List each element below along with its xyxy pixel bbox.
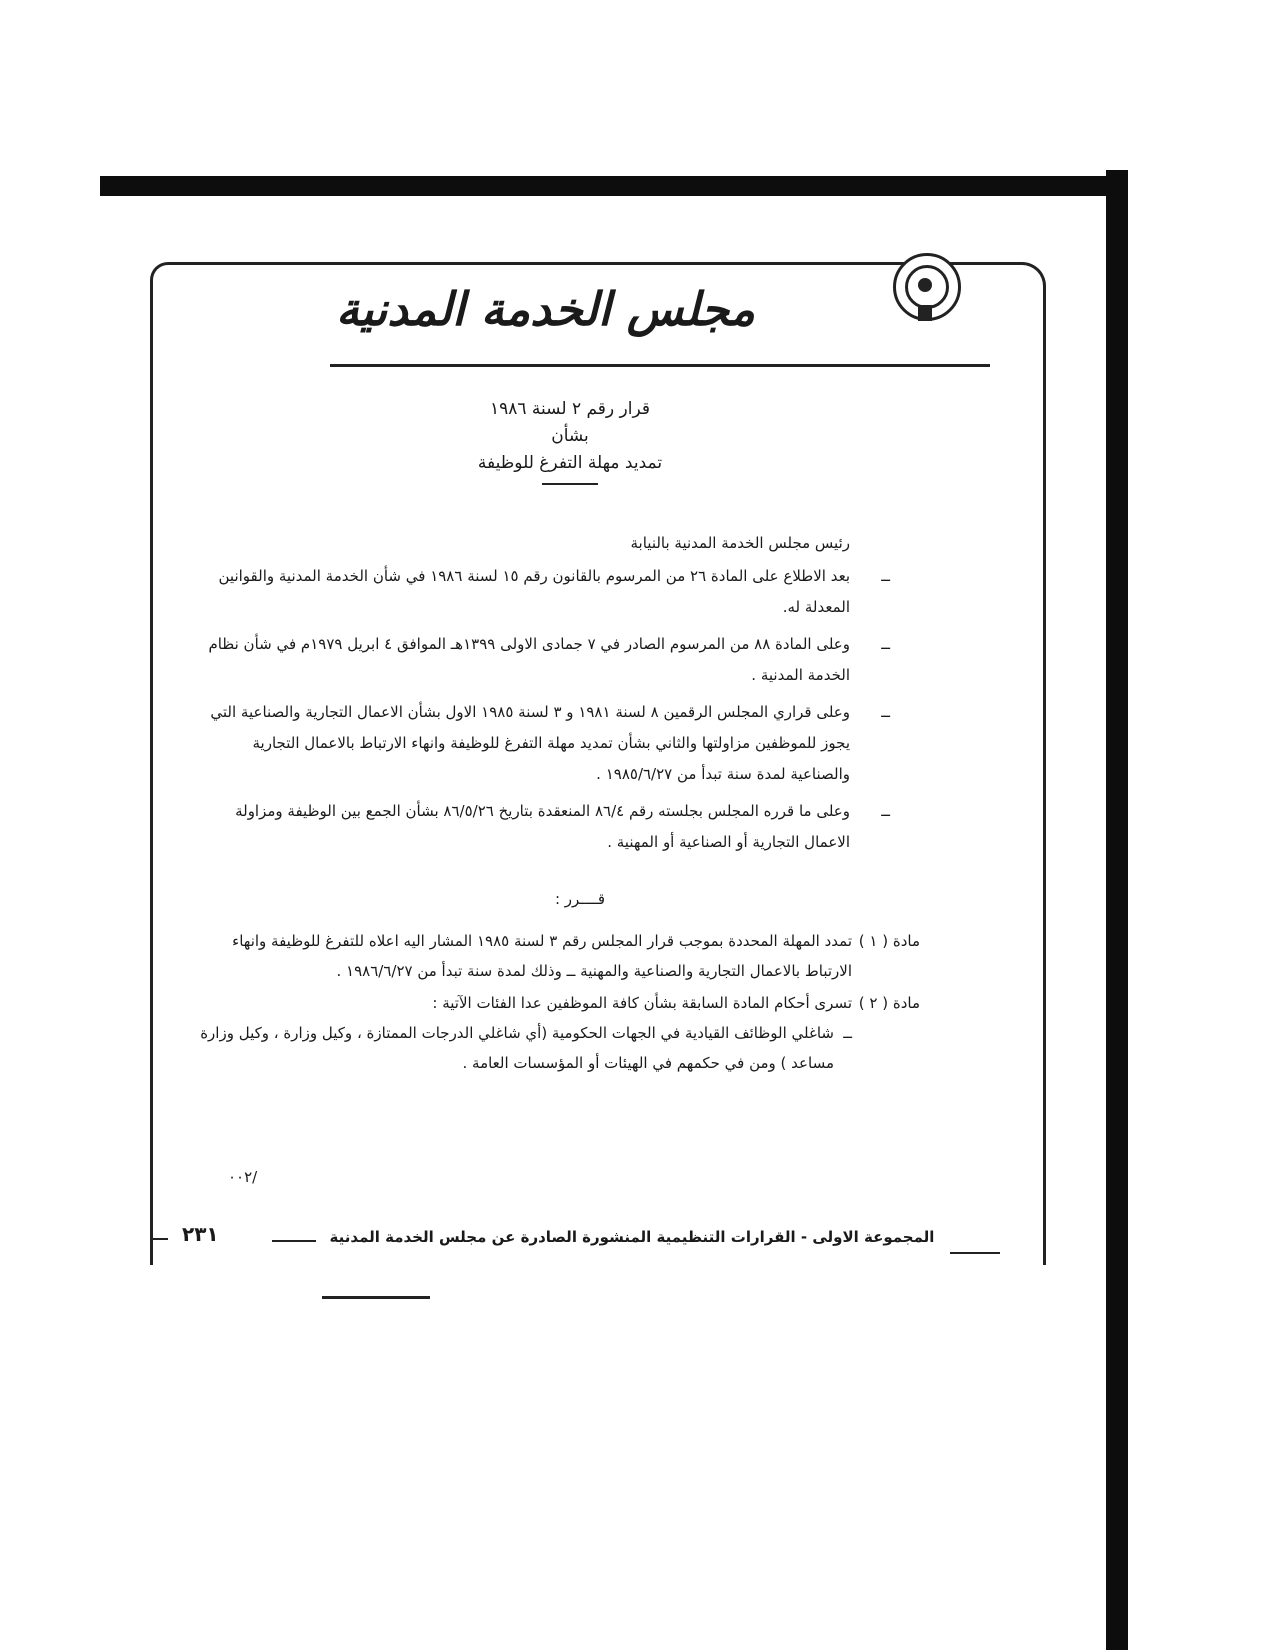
clause-dash: ــ xyxy=(881,802,890,820)
article-exception xyxy=(190,1018,852,1078)
clause-dash: ــ xyxy=(881,703,890,721)
emblem-base-icon xyxy=(918,305,932,321)
scan-speck xyxy=(322,1296,430,1299)
article-label: مادة ( ١ ) xyxy=(858,932,920,950)
clause-text: وعلى ما قرره المجلس بجلسته رقم ٨٦/٤ المنعقدة بتاريخ ٨٦/٥/٢٦ بشأن الجمع بين الوظيفة ومزاولة الاعمال التجارية أو الصناعية أو المهنية . xyxy=(235,802,850,851)
articles xyxy=(190,926,920,1080)
decision-concerning: بشأن xyxy=(551,426,589,446)
preamble-intro: رئيس مجلس الخدمة المدنية بالنيابة xyxy=(630,534,850,552)
article-label: مادة ( ٢ ) xyxy=(858,994,920,1012)
clause-text: وعلى قراري المجلس الرقمين ٨ لسنة ١٩٨١ و ٣ لسنة ١٩٨٥ الاول بشأن الاعمال التجارية والصناعية التي يجوز للموظفين مزاولتها والثاني بشأن تمديد مهلة التفرغ للوظيفة وانهاء الارتباط بالاعمال التجارية والصناعية لمدة سنة تبدأ من ١٩٨٥/٦/٢٧ . xyxy=(210,703,850,783)
frame-bottom-line xyxy=(150,1238,168,1240)
preamble-clause xyxy=(200,697,890,790)
clause-dash: ــ xyxy=(881,635,890,653)
preamble-clause xyxy=(200,629,890,691)
scan-border-right xyxy=(1106,170,1128,1650)
preamble-clause xyxy=(200,561,890,623)
exception-text: شاغلي الوظائف القيادية في الجهات الحكومية (أي شاغلي الدرجات الممتازة ، وكيل وزارة ، وكيل وزارة مساعد ) ومن في حكمهم في الهيئات أو المؤسسات العامة . xyxy=(200,1024,834,1072)
article-text: تسرى أحكام المادة السابقة بشأن كافة الموظفين عدا الفئات الآتية : xyxy=(432,994,852,1012)
article-2 xyxy=(190,988,920,1078)
masthead: مجلس الخدمة المدنية xyxy=(335,282,755,336)
footer-title: المجموعة الاولى - القرارات التنظيمية المنشورة الصادرة عن مجلس الخدمة المدنية xyxy=(329,1228,935,1246)
decision-title-block xyxy=(400,396,740,485)
clause-text: بعد الاطلاع على المادة ٢٦ من المرسوم بالقانون رقم ١٥ لسنة ١٩٨٦ في شأن الخدمة المدنية والقوانين المعدلة له. xyxy=(218,567,850,616)
scan-border-top xyxy=(100,176,1127,196)
decides-heading: قــــرر : xyxy=(554,890,606,908)
preamble-clause xyxy=(200,796,890,858)
decision-number: قرار رقم ٢ لسنة ١٩٨٦ xyxy=(490,399,650,419)
title-rule xyxy=(542,483,598,485)
footer-rule xyxy=(950,1252,1000,1254)
masthead-rule xyxy=(330,364,990,367)
exception-dash: ــ xyxy=(843,1024,852,1042)
article-body xyxy=(190,988,852,1078)
page-footer xyxy=(180,1222,960,1262)
preamble xyxy=(200,528,890,864)
clause-text: وعلى المادة ٨٨ من المرسوم الصادر في ٧ جمادى الاولى ١٣٩٩هـ الموافق ٤ ابريل ١٩٧٩م في شأن نظام الخدمة المدنية . xyxy=(208,635,850,684)
decision-subject: تمديد مهلة التفرغ للوظيفة xyxy=(477,453,663,473)
page-number: ٢٣١ xyxy=(182,1222,219,1246)
article-1 xyxy=(190,926,920,986)
article-text: تمدد المهلة المحددة بموجب قرار المجلس رقم ٣ لسنة ١٩٨٥ المشار اليه اعلاه للتفرغ للوظيفة وانهاء الارتباط بالاعمال التجارية والصناعية والمهنية ــ وذلك لمدة سنة تبدأ من ١٩٨٦/٦/٢٧ . xyxy=(232,932,852,980)
folio-mark: ٠٠٢/ xyxy=(228,1168,258,1186)
footer-rule xyxy=(272,1240,316,1242)
clause-dash: ــ xyxy=(881,567,890,585)
